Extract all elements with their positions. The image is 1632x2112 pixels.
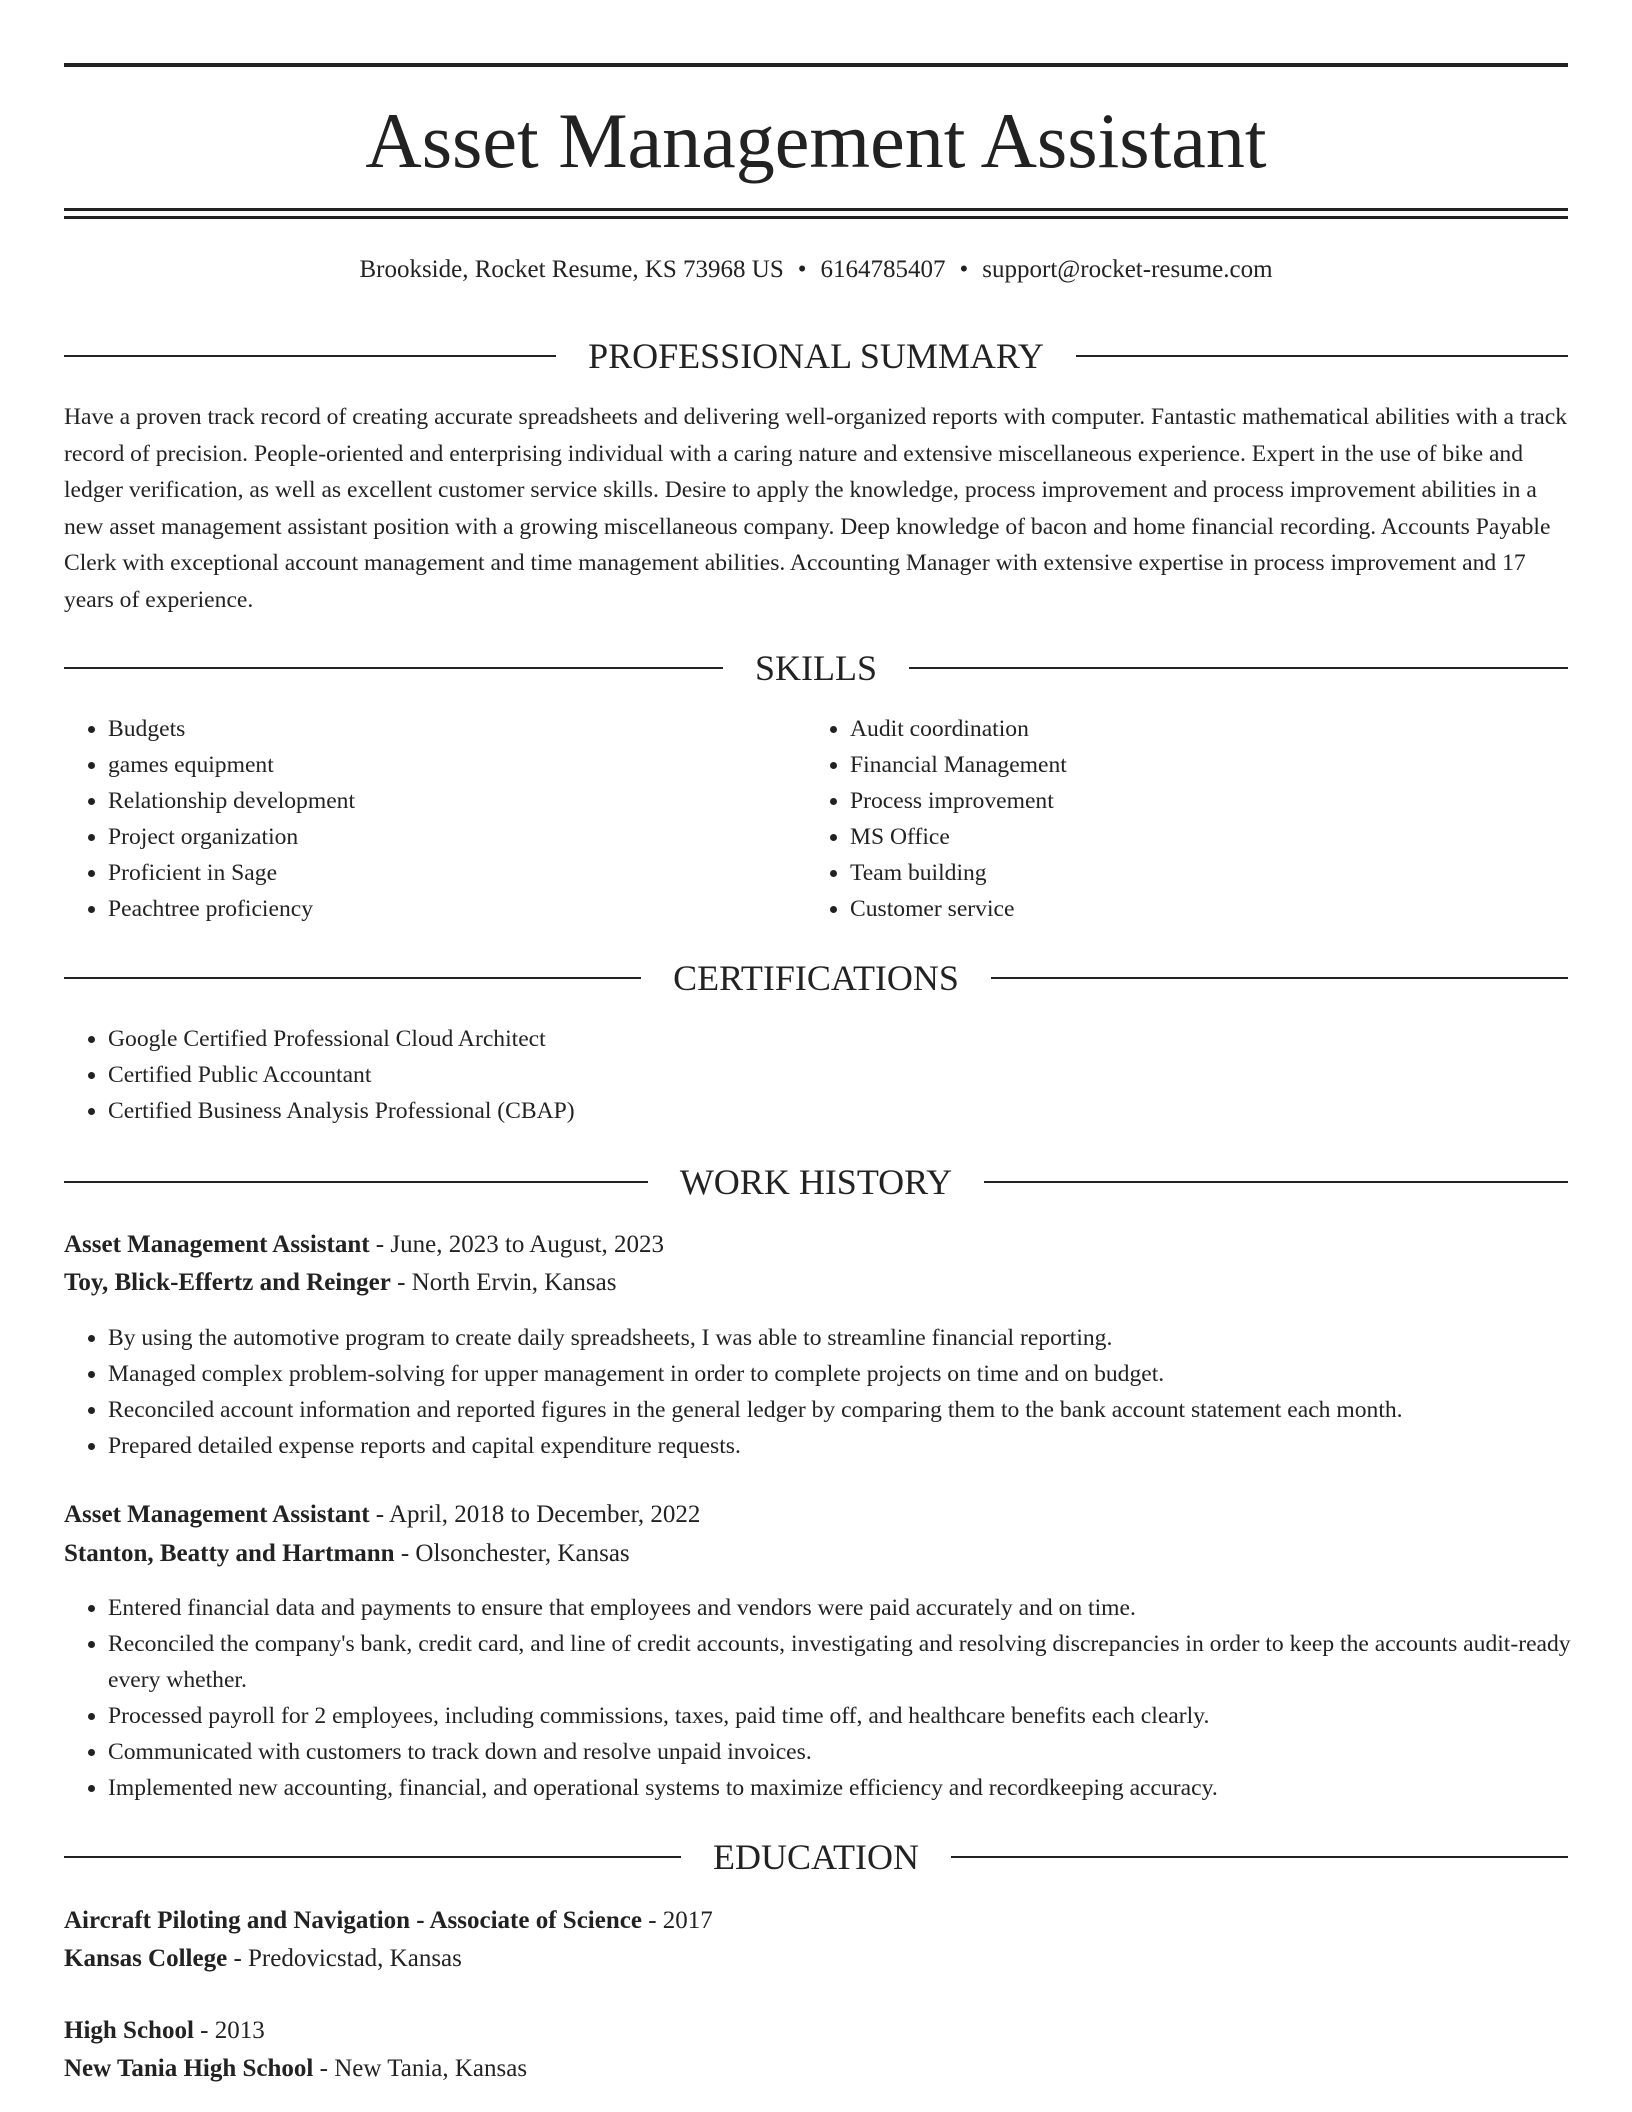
divider-line <box>1076 355 1568 357</box>
job-dates: - April, 2018 to December, 2022 <box>369 1501 701 1528</box>
job-duty-item: • Communicated with customers to track down and resolve unpaid invoices. <box>108 1734 1588 1770</box>
job-duty-item: • Reconciled the company's bank, credit card, and line of credit accounts, investigating and resolving discrepancies in order to keep the accounts audit-ready every whether. <box>108 1626 1588 1698</box>
section-title: EDUCATION <box>713 1837 919 1877</box>
contact-separator: • <box>959 256 969 283</box>
certification-item: • Certified Business Analysis Professional (CBAP) <box>108 1093 1508 1129</box>
education-degree-line <box>64 1902 1568 1940</box>
job-location: - Olsonchester, Kansas <box>394 1540 630 1567</box>
section-title: WORK HISTORY <box>679 1162 953 1202</box>
contact-separator: • <box>797 256 807 283</box>
job-duty-item: • Reconciled account information and reported figures in the general ledger by comparing them to the bank account statement each month. <box>108 1392 1568 1428</box>
summary-text: Have a proven track record of creating accurate spreadsheets and delivering well-organized reports with computer. Fantastic mathematical abilities with a track record of precision. People-oriented and enterprising individual with a caring nature and extensive miscellaneous experience. Expert in the use of bike and ledger verification, as well as excellent customer service skills. Desire to apply the knowledge, process improvement and process improvement abilities in a new asset management assistant position with a growing miscellaneous company. Deep knowledge of bacon and home financial recording. Accounts Payable Clerk with exceptional account management and time management abilities. Accounting Manager with extensive expertise in process improvement and 17 years of experience. <box>64 404 1568 613</box>
job-title: Asset Management Assistant <box>64 1501 370 1528</box>
skill-item: • Peachtree proficiency <box>108 891 808 927</box>
divider-line <box>64 355 556 357</box>
education-location: - Predovicstad, Kansas <box>227 1945 462 1972</box>
skill-item: • Budgets <box>108 711 808 747</box>
job-duty-item: • Managed complex problem-solving for upper management in order to complete projects on time and on budget. <box>108 1356 1568 1392</box>
education-degree: Aircraft Piloting and Navigation - Associate of Science <box>64 1907 642 1934</box>
header-double-rule-bottom <box>64 216 1568 219</box>
job-duties-list <box>64 1590 1588 1806</box>
header-double-rule-top <box>64 208 1568 211</box>
job-company-line <box>64 1264 1568 1302</box>
skill-item: • Proficient in Sage <box>108 855 808 891</box>
skill-item: • games equipment <box>108 747 808 783</box>
job-company-line <box>64 1535 1568 1573</box>
resume-title: Asset Management Assistant <box>365 97 1267 184</box>
job-company: Toy, Blick-Effertz and Reinger <box>64 1269 391 1296</box>
skill-item: • Team building <box>850 855 1550 891</box>
job-location: - North Ervin, Kansas <box>390 1269 617 1296</box>
skill-item: • Financial Management <box>850 747 1550 783</box>
job-duty-item: • Prepared detailed expense reports and capital expenditure requests. <box>108 1428 1568 1464</box>
section-title: CERTIFICATIONS <box>673 958 959 998</box>
header-top-rule <box>64 63 1568 67</box>
skill-item: • Process improvement <box>850 783 1550 819</box>
job-title-line <box>64 1496 1568 1534</box>
skill-item: • Relationship development <box>108 783 808 819</box>
education-school: New Tania High School <box>64 2055 314 2082</box>
divider-line <box>951 1856 1568 1858</box>
certification-item: • Certified Public Accountant <box>108 1057 1508 1093</box>
job-duty-item: • Entered financial data and payments to ensure that employees and vendors were paid accurately and on time. <box>108 1590 1588 1626</box>
job-duty-item: • Processed payroll for 2 employees, including commissions, taxes, paid time off, and healthcare benefits each clearly. <box>108 1698 1588 1734</box>
skills-list-right <box>806 711 1550 927</box>
divider-line <box>64 1856 681 1858</box>
contact-line <box>0 254 1632 286</box>
education-school-line <box>64 1940 1568 1978</box>
section-certifications-heading <box>64 956 1568 1000</box>
contact-email: support@rocket-resume.com <box>982 256 1273 283</box>
section-skills-heading <box>64 646 1568 690</box>
job-title-line <box>64 1226 1568 1264</box>
education-degree: High School <box>64 2017 194 2044</box>
job-duty-item: • By using the automotive program to create daily spreadsheets, I was able to streamline financial reporting. <box>108 1320 1568 1356</box>
education-degree-line <box>64 2012 1568 2050</box>
education-year: - 2013 <box>193 2017 265 2044</box>
divider-line <box>64 977 641 979</box>
section-title: PROFESSIONAL SUMMARY <box>588 336 1044 376</box>
divider-line <box>991 977 1568 979</box>
divider-line <box>984 1181 1568 1183</box>
divider-line <box>64 667 723 669</box>
job-duties-list <box>64 1320 1568 1464</box>
skill-item: • Project organization <box>108 819 808 855</box>
divider-line <box>909 667 1568 669</box>
divider-line <box>64 1181 648 1183</box>
section-summary-heading <box>64 334 1568 378</box>
job-duty-item: • Implemented new accounting, financial, and operational systems to maximize efficiency and recordkeeping accuracy. <box>108 1770 1588 1806</box>
job-dates: - June, 2023 to August, 2023 <box>369 1231 664 1258</box>
education-location: - New Tania, Kansas <box>313 2055 528 2082</box>
job-company: Stanton, Beatty and Hartmann <box>64 1540 395 1567</box>
skill-item: • Audit coordination <box>850 711 1550 747</box>
education-school-line <box>64 2050 1568 2088</box>
job-title: Asset Management Assistant <box>64 1231 370 1258</box>
education-year: - 2017 <box>641 1907 713 1934</box>
contact-phone: 6164785407 <box>820 256 946 283</box>
contact-address: Brookside, Rocket Resume, KS 73968 US <box>359 256 784 283</box>
section-title: SKILLS <box>755 648 878 688</box>
certifications-list <box>64 1021 1508 1129</box>
skill-item: • MS Office <box>850 819 1550 855</box>
education-school: Kansas College <box>64 1945 228 1972</box>
certification-item: • Google Certified Professional Cloud Architect <box>108 1021 1508 1057</box>
section-education-heading <box>64 1835 1568 1879</box>
skills-list-left <box>64 711 808 927</box>
skill-item: • Customer service <box>850 891 1550 927</box>
section-work-history-heading <box>64 1160 1568 1204</box>
